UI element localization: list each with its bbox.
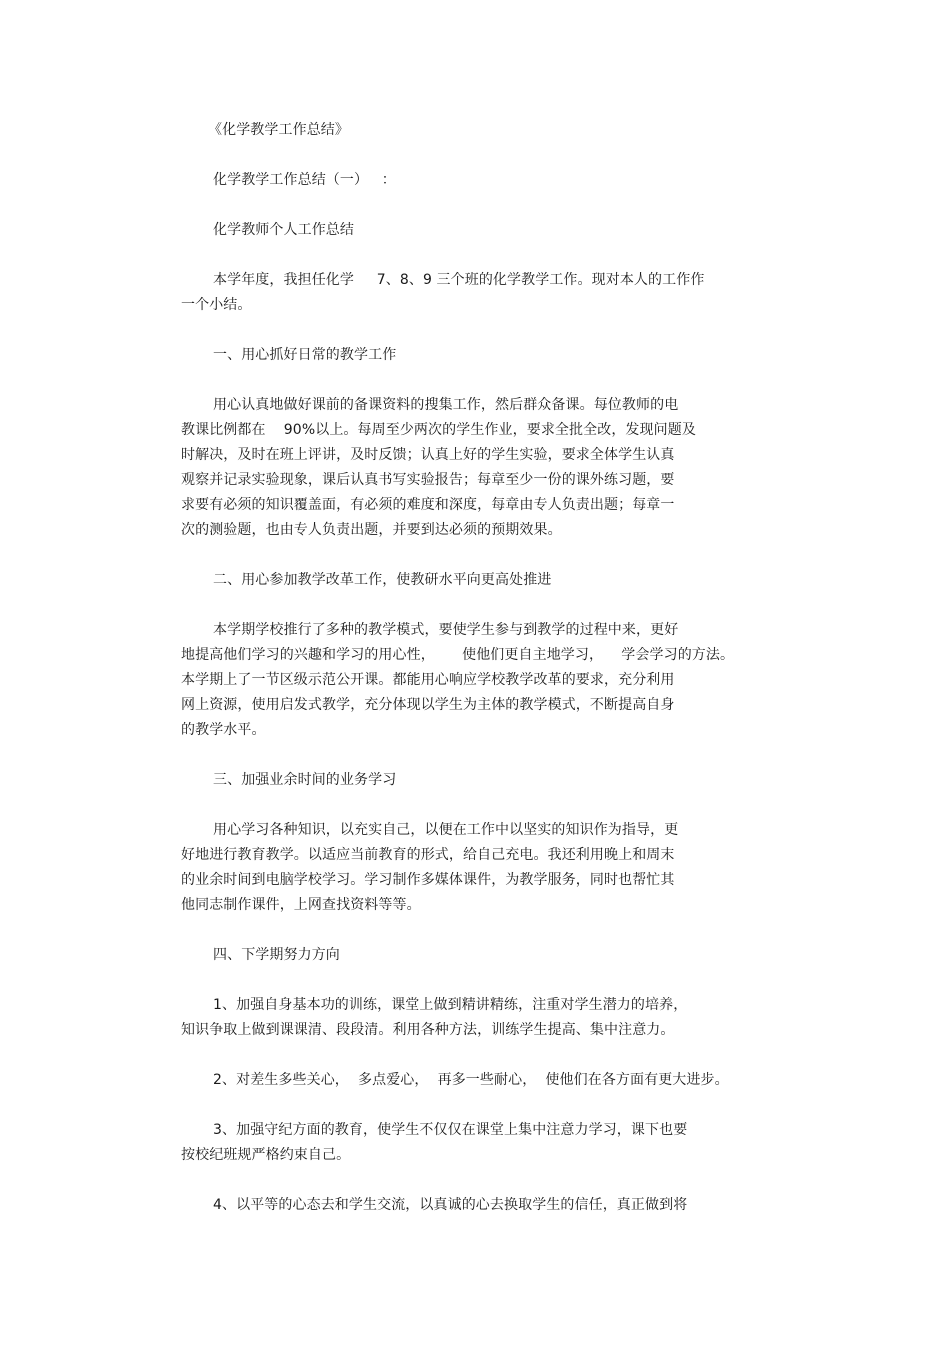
section-2-line-1: 本学期学校推行了多种的教学模式，要使学生参与到教学的过程中来，更好 <box>213 622 679 638</box>
section-3-heading: 三、加强业余时间的业务学习 <box>213 772 397 788</box>
section-1-line-3: 时解决，及时在班上评讲，及时反馈；认真上好的学生实验，要求全体学生认真 <box>181 447 675 463</box>
section-1-line-2: 教课比例都在 90%以上。每周至少两次的学生作业，要求全批全改，发现问题及 <box>181 422 696 438</box>
intro-line-1: 本学年度，我担任化学 7、8、9 三个班的化学教学工作。现对本人的工作作 <box>213 272 705 288</box>
section-1-line-4: 观察并记录实验现象，课后认真书写实验报告；每章至少一份的课外练习题，要 <box>181 472 675 488</box>
section-1-line-6: 次的测验题，也由专人负责出题，并要到达必须的预期效果。 <box>181 522 562 538</box>
section-2-line-4: 网上资源，使用启发式教学，充分体现以学生为主体的教学模式，不断提高自身 <box>181 697 675 713</box>
section-4-item-1-line-1: 1、加强自身基本功的训练，课堂上做到精讲精练，注重对学生潜力的培养， <box>213 997 688 1013</box>
intro-line-2: 一个小结。 <box>181 297 252 313</box>
document-subtitle: 化学教学工作总结（一） ： <box>213 172 396 188</box>
section-1-line-5: 求要有必须的知识覆盖面，有必须的难度和深度，每章由专人负责出题；每章一 <box>181 497 675 513</box>
section-4-heading: 四、下学期努力方向 <box>213 947 340 963</box>
document-title: 《化学教学工作总结》 <box>208 122 349 138</box>
section-4-item-4-line-1: 4、以平等的心态去和学生交流，以真诚的心去换取学生的信任，真正做到将 <box>213 1197 688 1213</box>
section-2-line-2: 地提高他们学习的兴趣和学习的用心性， 使他们更自主地学习， 学会学习的方法。 <box>181 647 735 663</box>
section-1-heading: 一、用心抓好日常的教学工作 <box>213 347 397 363</box>
section-2-heading: 二、用心参加教学改革工作，使教研水平向更高处推进 <box>213 572 552 588</box>
document-heading: 化学教师个人工作总结 <box>213 222 354 238</box>
section-3-line-1: 用心学习各种知识，以充实自己，以便在工作中以坚实的知识作为指导，更 <box>213 822 679 838</box>
section-2-line-5: 的教学水平。 <box>181 722 266 738</box>
section-4-item-3-line-2: 按校纪班规严格约束自己。 <box>181 1147 351 1163</box>
section-3-line-4: 他同志制作课件，上网查找资料等等。 <box>181 897 421 913</box>
section-4-item-1-line-2: 知识争取上做到课课清、段段清。利用各种方法，训练学生提高、集中注意力。 <box>181 1022 675 1038</box>
section-4-item-2-line-1: 2、对差生多些关心， 多点爱心， 再多一些耐心， 使他们在各方面有更大进步。 <box>213 1072 729 1088</box>
section-3-line-2: 好地进行教育教学。以适应当前教育的形式，给自己充电。我还利用晚上和周末 <box>181 847 675 863</box>
section-3-line-3: 的业余时间到电脑学校学习。学习制作多媒体课件，为教学服务，同时也帮忙其 <box>181 872 675 888</box>
section-1-line-1: 用心认真地做好课前的备课资料的搜集工作，然后群众备课。每位教师的电 <box>213 397 679 413</box>
section-2-line-3: 本学期上了一节区级示范公开课。都能用心响应学校教学改革的要求，充分利用 <box>181 672 675 688</box>
section-4-item-3-line-1: 3、加强守纪方面的教育，使学生不仅仅在课堂上集中注意力学习，课下也要 <box>213 1122 688 1138</box>
